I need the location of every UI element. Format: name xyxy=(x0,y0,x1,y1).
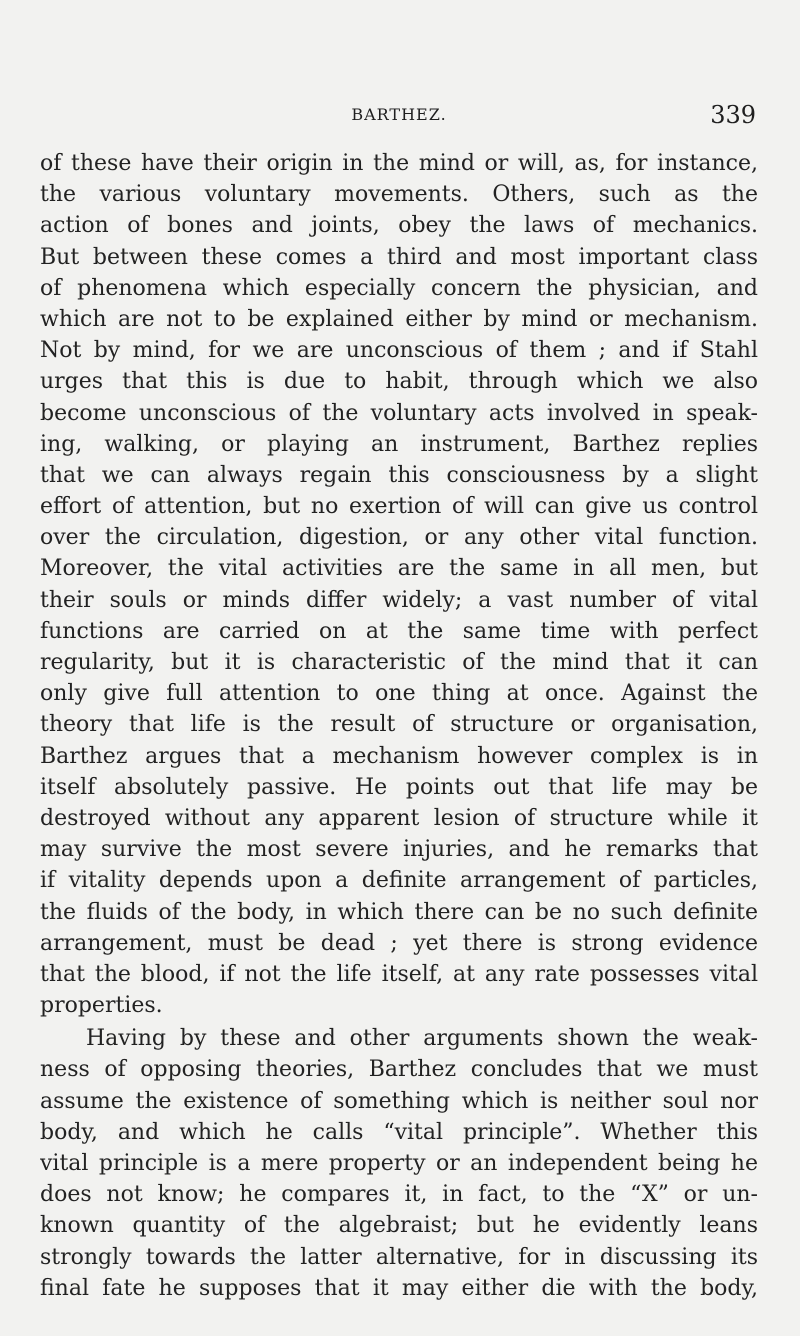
text-line: Having by these and other arguments shown the weak- xyxy=(86,1026,758,1052)
text-line: known quantity of the algebraist; but he evidently leans xyxy=(40,1213,758,1239)
text-line: functions are carried on at the same time with perfect xyxy=(40,618,758,644)
text-line: Barthez argues that a mechanism however complex is in xyxy=(40,743,758,769)
text-line: itself absolutely passive. He points out that life may be xyxy=(40,774,758,800)
text-line: ness of opposing theories, Barthez concludes that we must xyxy=(40,1057,758,1083)
text-line: Moreover, the vital activities are the same in all men, but xyxy=(40,556,758,582)
text-line: the fluids of the body, in which there can be no such definite xyxy=(40,899,758,925)
text-line: regularity, but it is characteristic of the mind that it can xyxy=(40,650,758,675)
text-line: that the blood, if not the life itself, at any rate possesses vital xyxy=(40,961,758,987)
text-line: action of bones and joints, obey the laws of mechanics. xyxy=(40,213,758,239)
text-line: vital principle is a mere property or an independent being he xyxy=(40,1151,758,1176)
page-header xyxy=(40,103,758,133)
running-title: BARTHEZ. xyxy=(351,105,447,124)
text-line: only give full attention to one thing at once. Against the xyxy=(40,681,758,707)
text-line: theory that life is the result of structure or organisation, xyxy=(40,712,758,738)
paragraph-1 xyxy=(40,148,758,1021)
text-line: their souls or minds differ widely; a vast number of vital xyxy=(40,587,758,613)
text-line: that we can always regain this consciousness by a slight xyxy=(40,462,758,488)
text-line: if vitality depends upon a definite arrangement of particles, xyxy=(40,868,758,894)
text-line: over the circulation, digestion, or any other vital function. xyxy=(40,525,758,551)
text-line: body, and which he calls “vital principle”. Whether this xyxy=(40,1119,758,1145)
text-line: of these have their origin in the mind or will, as, for instance, xyxy=(40,151,758,176)
page-body xyxy=(40,148,758,1304)
text-line: the various voluntary movements. Others, such as the xyxy=(40,182,758,208)
text-line: does not know; he compares it, in fact, to the “X” or un- xyxy=(40,1182,758,1208)
text-line: may survive the most severe injuries, and he remarks that xyxy=(40,837,758,863)
text-line: of phenomena which especially concern the physician, and xyxy=(40,275,758,301)
text-line: assume the existence of something which is neither soul nor xyxy=(40,1088,758,1114)
text-line: ing, walking, or playing an instrument, Barthez replies xyxy=(40,431,758,457)
text-line: arrangement, must be dead ; yet there is strong evidence xyxy=(40,930,758,956)
text-line: final fate he supposes that it may either die with the body, xyxy=(40,1275,758,1301)
text-line: But between these comes a third and most important class xyxy=(40,244,758,270)
text-line: effort of attention, but no exertion of will can give us control xyxy=(40,494,758,520)
text-line: urges that this is due to habit, through which we also xyxy=(40,369,758,395)
page-number: 339 xyxy=(710,101,756,129)
text-line: Not by mind, for we are unconscious of them ; and if Stahl xyxy=(40,338,758,364)
text-line: properties. xyxy=(40,993,163,1019)
text-line: become unconscious of the voluntary acts involved in speak- xyxy=(40,400,758,426)
text-line: which are not to be explained either by mind or mechanism. xyxy=(40,306,758,332)
text-line: destroyed without any apparent lesion of structure while it xyxy=(40,805,758,831)
text-line: strongly towards the latter alternative, for in discussing its xyxy=(40,1244,758,1270)
paragraph-2 xyxy=(40,1023,758,1304)
